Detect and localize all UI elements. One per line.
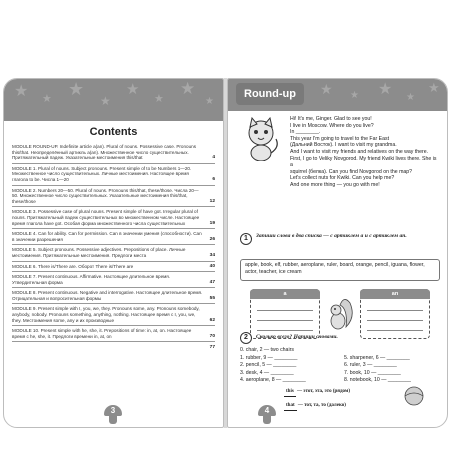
grammar-translation: — тот, та, то (далеко) bbox=[296, 403, 346, 408]
intro-line: And I want to visit my friends and relatives on the way there. bbox=[290, 148, 429, 155]
writing-line bbox=[367, 320, 423, 321]
intro-line: And one more thing — you go with me! bbox=[290, 181, 380, 188]
toc-page-number: 6 bbox=[212, 176, 215, 182]
task-number-badge: 1 bbox=[240, 233, 252, 245]
intro-text bbox=[290, 116, 440, 189]
toc-entry bbox=[12, 245, 215, 261]
toc-entry-text: MODULE 8. Present continuous. Negative and interrogative. Настоящее длительное время. Отрицательная и вопросительная формы bbox=[12, 290, 203, 301]
toc-page-number: 19 bbox=[209, 220, 215, 226]
intro-line: Hi! It's me, Ginger. Glad to see you! bbox=[290, 116, 372, 122]
star-icon: ★ bbox=[180, 79, 196, 99]
page-number-badge bbox=[104, 405, 122, 425]
toc-entry bbox=[12, 142, 215, 164]
star-icon: ★ bbox=[100, 94, 111, 108]
toc-entry bbox=[12, 186, 215, 208]
exercise-item: 3. desk, 4 — ________ bbox=[240, 369, 294, 376]
exercise-row bbox=[240, 347, 440, 355]
exercise-item: 1. rubber, 9 — ________ bbox=[240, 354, 298, 361]
answer-box-header: a bbox=[250, 289, 320, 299]
intro-line: I live in Moscow. Where do you live? bbox=[290, 122, 374, 129]
page-title: Contents bbox=[89, 126, 138, 138]
toc-entry bbox=[12, 164, 215, 186]
answer-box-header: an bbox=[360, 289, 430, 299]
exercise-item: 4. aeroplane, 8 — ________ bbox=[240, 377, 306, 384]
toc-entry-text: MODULE 6. There is/There are. Оборот There is/There are bbox=[12, 263, 134, 269]
intro-line: (Дальний Восток). I want to visit my grandma. bbox=[290, 142, 397, 149]
toc-entry-text: MODULE 9. Present simple with I, you, we, they. Pronouns some, any. Pronouns somebody, anybody, nobody. Pronouns something, anything, nothing. Настоящее время с I, you, we, they. Местоимения some, any и их производные bbox=[12, 306, 200, 323]
intro-line: This year I'm going to travel to the Far East bbox=[290, 135, 390, 142]
toc-page-number: 34 bbox=[209, 252, 215, 258]
exercise-row bbox=[240, 355, 440, 363]
grammar-note-that bbox=[284, 401, 404, 410]
star-icon: ★ bbox=[406, 92, 415, 103]
answer-box-an bbox=[360, 289, 430, 339]
decorative-stars-band bbox=[4, 79, 223, 121]
star-icon: ★ bbox=[320, 82, 333, 98]
grammar-translation: — этот, эта, это (рядом) bbox=[295, 389, 350, 394]
toc-entry bbox=[12, 272, 215, 288]
toc-page-number: 62 bbox=[209, 317, 215, 323]
task-number-badge: 2 bbox=[240, 332, 252, 344]
exercise-item: 2. pencil, 5 — ________ bbox=[240, 362, 297, 369]
answer-box-a bbox=[250, 289, 320, 339]
exercise-item: 8. notebook, 10 — ________ bbox=[344, 377, 411, 384]
word-bank: apple, book, elf, rubber, aeroplane, ruler, board, orange, pencil, iguana, flower, actor, teacher, ice cream bbox=[240, 259, 440, 281]
toc-page-number: 55 bbox=[209, 295, 215, 301]
grammar-note-this bbox=[284, 387, 404, 396]
exercise-item: 0. chair, 2 — two chairs bbox=[240, 347, 294, 353]
toc-entry-text: MODULE 1. Plural of nouns. Subject pronouns. Present simple of to be Numbers 1—20. Множественное число существительных. Личные местоимения. Настоящее время глагола to be. Числа 1—20 bbox=[12, 165, 192, 182]
toc-page-number: 4 bbox=[212, 155, 215, 161]
toc-entry bbox=[12, 288, 215, 304]
toc-entry-text: MODULE 5. Subject pronouns. Possessive adjectives. Prepositions of place. Личные местоимения. Притяжательные местоимения. Предлоги места bbox=[12, 247, 186, 258]
intro-line: First, I go to Veliky Novgorod. My friend Kwiki lives there. She is a bbox=[290, 155, 437, 169]
page-number: 4 bbox=[264, 406, 270, 415]
star-icon: ★ bbox=[154, 92, 164, 105]
exercise-row bbox=[240, 362, 440, 370]
toc-page-number: 40 bbox=[209, 263, 215, 269]
writing-line bbox=[257, 310, 313, 311]
toc-page-number: 12 bbox=[209, 198, 215, 204]
toc-entry bbox=[12, 207, 215, 229]
star-icon: ★ bbox=[68, 79, 85, 100]
toc-entry-text: MODULE 4. Can for ability. Can for permission. Can в значении умения (способности). Can в значении разрешения bbox=[12, 231, 202, 242]
toc-entry-text: MODULE ROUND-UP. Indefinite article a(an). Plural of nouns. Possessive case. Pronouns this/that. Неопределённый артикль a(an). Множественное число существительных. Притяжательный падеж. Указательные местоимения this/that bbox=[12, 144, 196, 161]
star-icon: ★ bbox=[126, 80, 140, 98]
writing-line bbox=[367, 330, 423, 331]
toc-entry-text: MODULE 7. Present continuous. Affirmative. Настоящее длительное время. Утвердительная форма bbox=[12, 274, 171, 285]
toc-entry bbox=[12, 262, 215, 273]
exercise-item: 7. book, 10 — ________ bbox=[344, 369, 401, 376]
grammar-keyword: that bbox=[284, 401, 297, 411]
toc-entry bbox=[12, 229, 215, 245]
cat-illustration bbox=[240, 117, 282, 161]
writing-line bbox=[257, 330, 313, 331]
page-number-badge bbox=[258, 405, 276, 425]
section-heading: Round-up bbox=[236, 83, 304, 105]
intro-line: Let's collect nuts for Kwiki. Can you help me? bbox=[290, 175, 395, 182]
mushroom-stem-shape bbox=[263, 415, 271, 424]
toc-page-number: 47 bbox=[209, 279, 215, 285]
toc-page-number: 26 bbox=[209, 236, 215, 242]
table-of-contents bbox=[12, 142, 215, 352]
writing-line bbox=[257, 320, 313, 321]
exercise-item: 6. ruler, 3 — ________ bbox=[344, 362, 397, 369]
decorative-stars-band bbox=[228, 79, 447, 111]
toc-page-number: 70 bbox=[209, 333, 215, 339]
writing-line bbox=[367, 310, 423, 311]
toc-entry bbox=[12, 304, 215, 326]
toc-entry bbox=[12, 326, 215, 342]
mushroom-stem-shape bbox=[109, 415, 117, 424]
star-icon: ★ bbox=[428, 81, 440, 96]
intro-line: In ________. bbox=[290, 129, 321, 136]
toc-page-number: 77 bbox=[209, 344, 215, 350]
task-instruction: Запиши слова в два списка — с артиклем a и с артиклем an. bbox=[256, 233, 407, 239]
ball-icon bbox=[403, 385, 425, 407]
exercise-item: 5. sharpener, 6 — ________ bbox=[344, 354, 410, 361]
star-icon: ★ bbox=[350, 90, 359, 101]
star-icon: ★ bbox=[378, 79, 393, 98]
toc-entry-text: MODULE 2. Numbers 20—50. Plural of nouns. Pronouns this/that, these/those. Числа 20—50. Множественное число существительных. Указательные местоимения this/that, these/those bbox=[12, 187, 199, 204]
grammar-keyword: this bbox=[284, 387, 296, 397]
task-instruction: Сколько всего? Напиши словами. bbox=[256, 334, 338, 340]
exercise-row bbox=[240, 370, 440, 378]
star-icon: ★ bbox=[14, 81, 29, 100]
star-icon: ★ bbox=[205, 96, 214, 107]
star-icon: ★ bbox=[42, 92, 52, 105]
round-up-page bbox=[227, 78, 448, 428]
toc-entry-text: MODULE 3. Possessive case of plural nouns. Present simple of have got. Irregular plural of nouns. Притяжательный падеж существительных во множественном числе. Настоящее время глагола have got. Особая форма множественного числа существительных bbox=[12, 209, 200, 226]
squirrel-illustration bbox=[326, 297, 356, 331]
toc-entry bbox=[12, 342, 215, 352]
toc-entry-text: MODULE 10. Present simple with he, she, it. Prepositions of time: in, at, on. Настоящее время с he, she, it. Предлоги времени in, at, on bbox=[12, 328, 192, 339]
counting-exercise bbox=[240, 347, 440, 385]
intro-line: squirrel (белка). Can you find Novgorod on the map? bbox=[290, 168, 413, 175]
page-number: 3 bbox=[110, 406, 116, 415]
contents-page bbox=[3, 78, 224, 428]
exercise-row bbox=[240, 377, 440, 385]
